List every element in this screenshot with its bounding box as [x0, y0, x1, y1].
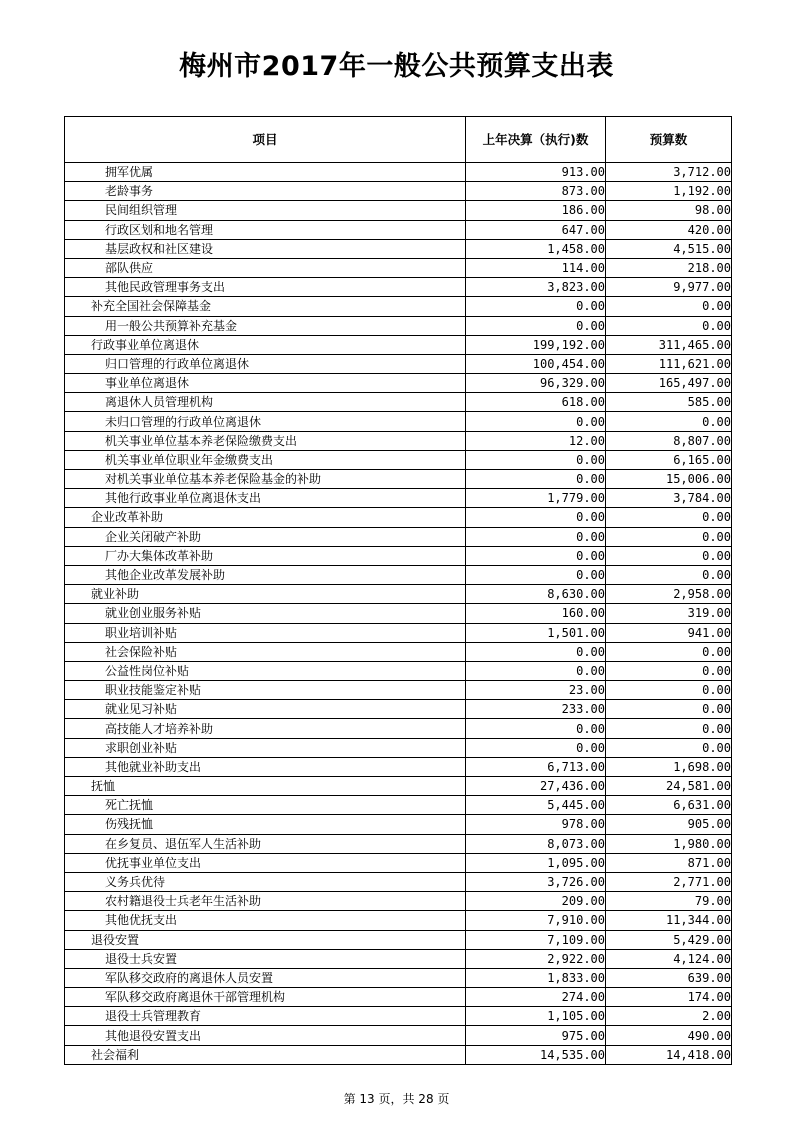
row-budget: 165,497.00 — [606, 374, 732, 393]
table-row — [65, 163, 732, 182]
row-budget: 3,784.00 — [606, 489, 732, 508]
row-item-name: 拥军优属 — [65, 163, 466, 182]
row-prev-actual: 1,833.00 — [466, 968, 606, 987]
row-prev-actual: 0.00 — [466, 565, 606, 584]
row-budget: 4,124.00 — [606, 949, 732, 968]
table-row — [65, 565, 732, 584]
row-budget: 0.00 — [606, 700, 732, 719]
row-prev-actual: 14,535.00 — [466, 1045, 606, 1064]
table-row — [65, 316, 732, 335]
table-row — [65, 623, 732, 642]
row-budget: 0.00 — [606, 297, 732, 316]
row-item-name: 优抚事业单位支出 — [65, 853, 466, 872]
row-prev-actual: 0.00 — [466, 642, 606, 661]
row-prev-actual: 0.00 — [466, 412, 606, 431]
row-prev-actual: 233.00 — [466, 700, 606, 719]
header-prev-actual: 上年决算（执行)数 — [466, 117, 606, 163]
row-prev-actual: 100,454.00 — [466, 354, 606, 373]
table-row — [65, 642, 732, 661]
row-budget: 14,418.00 — [606, 1045, 732, 1064]
row-prev-actual: 0.00 — [466, 508, 606, 527]
row-budget: 11,344.00 — [606, 911, 732, 930]
row-item-name: 军队移交政府的离退休人员安置 — [65, 968, 466, 987]
row-item-name: 伤残抚恤 — [65, 815, 466, 834]
row-budget: 98.00 — [606, 201, 732, 220]
table-row — [65, 297, 732, 316]
table-row — [65, 604, 732, 623]
row-prev-actual: 3,726.00 — [466, 872, 606, 891]
row-item-name: 基层政权和社区建设 — [65, 239, 466, 258]
row-prev-actual: 199,192.00 — [466, 335, 606, 354]
table-row — [65, 258, 732, 277]
table-row — [65, 527, 732, 546]
row-prev-actual: 0.00 — [466, 470, 606, 489]
table-row — [65, 585, 732, 604]
table-row — [65, 988, 732, 1007]
row-prev-actual: 913.00 — [466, 163, 606, 182]
row-prev-actual: 1,779.00 — [466, 489, 606, 508]
row-budget: 79.00 — [606, 892, 732, 911]
row-budget: 15,006.00 — [606, 470, 732, 489]
row-prev-actual: 0.00 — [466, 546, 606, 565]
table-row — [65, 681, 732, 700]
row-item-name: 企业改革补助 — [65, 508, 466, 527]
row-item-name: 用一般公共预算补充基金 — [65, 316, 466, 335]
row-budget: 0.00 — [606, 527, 732, 546]
row-prev-actual: 5,445.00 — [466, 796, 606, 815]
table-row — [65, 872, 732, 891]
row-budget: 8,807.00 — [606, 431, 732, 450]
row-budget: 0.00 — [606, 508, 732, 527]
table-row — [65, 719, 732, 738]
row-budget: 3,712.00 — [606, 163, 732, 182]
table-row — [65, 757, 732, 776]
row-budget: 0.00 — [606, 642, 732, 661]
row-budget: 0.00 — [606, 412, 732, 431]
row-item-name: 部队供应 — [65, 258, 466, 277]
row-prev-actual: 160.00 — [466, 604, 606, 623]
row-prev-actual: 873.00 — [466, 182, 606, 201]
table-row — [65, 201, 732, 220]
row-item-name: 补充全国社会保障基金 — [65, 297, 466, 316]
row-item-name: 对机关事业单位基本养老保险基金的补助 — [65, 470, 466, 489]
row-item-name: 就业见习补贴 — [65, 700, 466, 719]
row-budget: 1,698.00 — [606, 757, 732, 776]
row-budget: 5,429.00 — [606, 930, 732, 949]
row-prev-actual: 1,095.00 — [466, 853, 606, 872]
row-budget: 2.00 — [606, 1007, 732, 1026]
row-prev-actual: 647.00 — [466, 220, 606, 239]
row-item-name: 社会保险补贴 — [65, 642, 466, 661]
row-budget: 174.00 — [606, 988, 732, 1007]
table-row — [65, 393, 732, 412]
row-item-name: 机关事业单位职业年金缴费支出 — [65, 450, 466, 469]
row-item-name: 归口管理的行政单位离退休 — [65, 354, 466, 373]
header-budget: 预算数 — [606, 117, 732, 163]
table-row — [65, 968, 732, 987]
table-row — [65, 796, 732, 815]
row-budget: 4,515.00 — [606, 239, 732, 258]
row-prev-actual: 978.00 — [466, 815, 606, 834]
row-budget: 111,621.00 — [606, 354, 732, 373]
table-row — [65, 777, 732, 796]
row-budget: 2,771.00 — [606, 872, 732, 891]
row-prev-actual: 0.00 — [466, 719, 606, 738]
row-budget: 905.00 — [606, 815, 732, 834]
row-item-name: 机关事业单位基本养老保险缴费支出 — [65, 431, 466, 450]
row-budget: 0.00 — [606, 681, 732, 700]
row-budget: 639.00 — [606, 968, 732, 987]
row-budget: 6,165.00 — [606, 450, 732, 469]
row-prev-actual: 6,713.00 — [466, 757, 606, 776]
row-item-name: 职业技能鉴定补贴 — [65, 681, 466, 700]
row-item-name: 死亡抚恤 — [65, 796, 466, 815]
table-row — [65, 431, 732, 450]
row-item-name: 抚恤 — [65, 777, 466, 796]
row-item-name: 其他就业补助支出 — [65, 757, 466, 776]
row-item-name: 在乡复员、退伍军人生活补助 — [65, 834, 466, 853]
table-row — [65, 220, 732, 239]
table-row — [65, 853, 732, 872]
table-row — [65, 470, 732, 489]
row-item-name: 厂办大集体改革补助 — [65, 546, 466, 565]
row-budget: 1,192.00 — [606, 182, 732, 201]
table-row — [65, 354, 732, 373]
table-row — [65, 182, 732, 201]
row-budget: 0.00 — [606, 546, 732, 565]
table-row — [65, 911, 732, 930]
row-prev-actual: 186.00 — [466, 201, 606, 220]
row-item-name: 企业关闭破产补助 — [65, 527, 466, 546]
row-prev-actual: 1,501.00 — [466, 623, 606, 642]
table-header-row — [65, 117, 732, 163]
row-prev-actual: 7,910.00 — [466, 911, 606, 930]
row-item-name: 老龄事务 — [65, 182, 466, 201]
row-item-name: 民间组织管理 — [65, 201, 466, 220]
row-prev-actual: 975.00 — [466, 1026, 606, 1045]
row-item-name: 军队移交政府离退休干部管理机构 — [65, 988, 466, 1007]
row-budget: 319.00 — [606, 604, 732, 623]
row-budget: 871.00 — [606, 853, 732, 872]
row-budget: 1,980.00 — [606, 834, 732, 853]
table-row — [65, 700, 732, 719]
row-budget: 941.00 — [606, 623, 732, 642]
table-row — [65, 1007, 732, 1026]
row-budget: 6,631.00 — [606, 796, 732, 815]
table-row — [65, 508, 732, 527]
row-prev-actual: 12.00 — [466, 431, 606, 450]
row-prev-actual: 1,105.00 — [466, 1007, 606, 1026]
header-item: 项目 — [65, 117, 466, 163]
row-prev-actual: 0.00 — [466, 738, 606, 757]
table-row — [65, 450, 732, 469]
row-budget: 0.00 — [606, 719, 732, 738]
page-footer: 第 13 页，共 28 页 — [343, 1092, 450, 1106]
row-prev-actual: 0.00 — [466, 297, 606, 316]
row-item-name: 义务兵优待 — [65, 872, 466, 891]
row-prev-actual: 27,436.00 — [466, 777, 606, 796]
page-title: 梅州市2017年一般公共预算支出表 — [179, 51, 614, 82]
row-item-name: 农村籍退役士兵老年生活补助 — [65, 892, 466, 911]
table-row — [65, 661, 732, 680]
row-prev-actual: 96,329.00 — [466, 374, 606, 393]
row-prev-actual: 274.00 — [466, 988, 606, 1007]
row-prev-actual: 0.00 — [466, 316, 606, 335]
row-budget: 585.00 — [606, 393, 732, 412]
row-budget: 311,465.00 — [606, 335, 732, 354]
row-item-name: 未归口管理的行政单位离退休 — [65, 412, 466, 431]
row-item-name: 其他优抚支出 — [65, 911, 466, 930]
row-prev-actual: 0.00 — [466, 661, 606, 680]
table-row — [65, 412, 732, 431]
row-budget: 9,977.00 — [606, 278, 732, 297]
row-item-name: 离退休人员管理机构 — [65, 393, 466, 412]
row-budget: 218.00 — [606, 258, 732, 277]
row-item-name: 就业补助 — [65, 585, 466, 604]
row-item-name: 职业培训补贴 — [65, 623, 466, 642]
row-item-name: 就业创业服务补贴 — [65, 604, 466, 623]
row-prev-actual: 209.00 — [466, 892, 606, 911]
row-item-name: 其他企业改革发展补助 — [65, 565, 466, 584]
table-row — [65, 1045, 732, 1064]
row-item-name: 行政事业单位离退休 — [65, 335, 466, 354]
row-item-name: 其他民政管理事务支出 — [65, 278, 466, 297]
table-row — [65, 834, 732, 853]
table-row — [65, 892, 732, 911]
row-item-name: 公益性岗位补贴 — [65, 661, 466, 680]
table-row — [65, 738, 732, 757]
row-item-name: 社会福利 — [65, 1045, 466, 1064]
row-item-name: 其他行政事业单位离退休支出 — [65, 489, 466, 508]
row-budget: 490.00 — [606, 1026, 732, 1045]
row-item-name: 退役士兵安置 — [65, 949, 466, 968]
table-row — [65, 815, 732, 834]
row-item-name: 事业单位离退休 — [65, 374, 466, 393]
row-budget: 2,958.00 — [606, 585, 732, 604]
row-prev-actual: 3,823.00 — [466, 278, 606, 297]
row-item-name: 高技能人才培养补助 — [65, 719, 466, 738]
table-row — [65, 374, 732, 393]
row-budget: 0.00 — [606, 738, 732, 757]
row-budget: 0.00 — [606, 316, 732, 335]
row-prev-actual: 0.00 — [466, 450, 606, 469]
row-prev-actual: 2,922.00 — [466, 949, 606, 968]
table-row — [65, 335, 732, 354]
row-prev-actual: 8,073.00 — [466, 834, 606, 853]
row-prev-actual: 1,458.00 — [466, 239, 606, 258]
table-row — [65, 239, 732, 258]
table-row — [65, 930, 732, 949]
row-prev-actual: 114.00 — [466, 258, 606, 277]
row-prev-actual: 7,109.00 — [466, 930, 606, 949]
row-item-name: 行政区划和地名管理 — [65, 220, 466, 239]
table-row — [65, 546, 732, 565]
budget-table — [64, 116, 732, 1065]
row-prev-actual: 0.00 — [466, 527, 606, 546]
row-budget: 24,581.00 — [606, 777, 732, 796]
row-prev-actual: 618.00 — [466, 393, 606, 412]
row-budget: 420.00 — [606, 220, 732, 239]
table-row — [65, 1026, 732, 1045]
row-item-name: 退役安置 — [65, 930, 466, 949]
row-prev-actual: 8,630.00 — [466, 585, 606, 604]
row-budget: 0.00 — [606, 661, 732, 680]
row-item-name: 求职创业补贴 — [65, 738, 466, 757]
table-row — [65, 278, 732, 297]
table-row — [65, 949, 732, 968]
table-row — [65, 489, 732, 508]
row-prev-actual: 23.00 — [466, 681, 606, 700]
row-budget: 0.00 — [606, 565, 732, 584]
row-item-name: 其他退役安置支出 — [65, 1026, 466, 1045]
row-item-name: 退役士兵管理教育 — [65, 1007, 466, 1026]
